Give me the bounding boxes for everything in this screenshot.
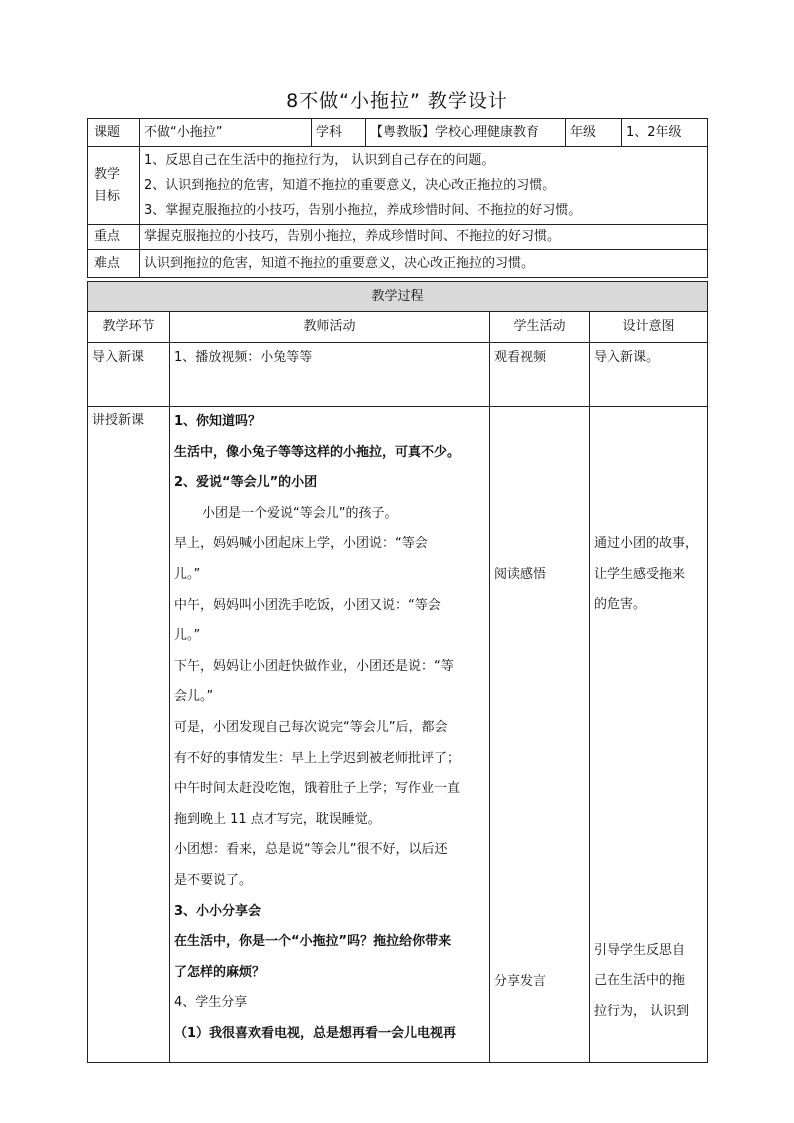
lecture-line: 中午，妈妈叫小团洗手吃饭，小团又说：“等会 — [174, 597, 441, 613]
lecture-line: 小团是一个爱说“等会儿”的孩子。 — [202, 505, 398, 521]
lecture-intent — [590, 407, 708, 1063]
intro-intent: 导入新课。 — [590, 343, 708, 407]
difficulty-label: 难点 — [88, 250, 140, 278]
lesson-info-table — [87, 118, 708, 278]
intro-student: 观看视频 — [490, 343, 590, 407]
intent-line: 通过小团的故事， — [594, 536, 699, 551]
objective-item: 1、反思自己在生活中的拖拉行为， 认识到自己存在的问题。 — [144, 153, 495, 168]
intro-stage: 导入新课 — [88, 343, 170, 407]
lecture-line: 1、你知道吗？ — [174, 414, 262, 429]
key-point-value: 掌握克服拖拉的小技巧，告别小拖拉，养成珍惜时间、不拖拉的好习惯。 — [140, 225, 708, 250]
subject-value: 【粤教版】学校心理健康教育 — [366, 119, 566, 147]
lecture-line: 早上，妈妈喊小团起床上学，小团说：“等会 — [174, 536, 428, 552]
column-header-stage: 教学环节 — [88, 312, 170, 343]
intro-teacher: 1、播放视频：小兔等等 — [170, 343, 490, 407]
lecture-line: 生活中，像小兔子等等这样的小拖拉，可真不少。 — [174, 444, 461, 460]
student-activity-reading: 阅读感悟 — [494, 567, 547, 582]
column-header-teacher: 教师活动 — [170, 312, 490, 343]
lecture-line: 3、小小分享会 — [174, 903, 262, 919]
objectives-list — [140, 147, 708, 225]
lecture-line: 了怎样的麻烦？ — [174, 964, 266, 980]
lecture-line: 儿。” — [174, 566, 201, 582]
lecture-line: （1）我很喜欢看电视，总是想再看一会儿电视再 — [174, 1025, 457, 1041]
lecture-line: 4、学生分享 — [174, 995, 248, 1011]
objectives-label-line: 教学 — [94, 166, 121, 182]
intent-line: 己在生活中的拖 — [594, 973, 686, 989]
lecture-line: 2、爱说“等会儿”的小团 — [174, 475, 318, 491]
topic-label: 课题 — [88, 119, 140, 147]
intent-line: 的危害。 — [594, 597, 647, 613]
teaching-process-table — [87, 281, 708, 1063]
lecture-line: 拖到晚上 11 点才写完，耽误睡觉。 — [174, 811, 381, 827]
lecture-teacher — [170, 407, 490, 1063]
lecture-line: 中午时间太赶没吃饱，饿着肚子上学；写作业一直 — [174, 781, 461, 797]
intent-line: 拉行为， 认识到 — [594, 1003, 690, 1019]
key-point-label: 重点 — [88, 225, 140, 250]
intent-line: 引导学生反思自 — [594, 942, 686, 958]
lecture-line: 会儿。” — [174, 689, 214, 705]
lecture-line: 儿。” — [174, 628, 201, 644]
lecture-stage: 讲授新课 — [88, 407, 170, 1063]
objective-item: 3、掌握克服拖拉的小技巧，告别小拖拉，养成珍惜时间、不拖拉的好习惯。 — [144, 203, 582, 218]
lecture-line: 在生活中，你是一个“小拖拉”吗？拖拉给你带来 — [174, 934, 452, 950]
objectives-label-line: 目标 — [94, 188, 121, 204]
lecture-line: 可是，小团发现自己每次说完“等会儿”后，都会 — [174, 719, 448, 735]
column-header-intent: 设计意图 — [590, 312, 708, 343]
objectives-label — [88, 147, 140, 225]
student-activity-sharing: 分享发言 — [494, 973, 547, 989]
objective-item: 2、认识到拖拉的危害，知道不拖拉的重要意义，决心改正拖拉的习惯。 — [144, 178, 556, 193]
process-heading: 教学过程 — [88, 282, 708, 312]
lecture-line: 是不要说了。 — [174, 872, 253, 888]
grade-value: 1、2年级 — [622, 119, 708, 147]
lecture-line: 有不好的事情发生：早上上学迟到被老师批评了； — [174, 750, 461, 766]
lecture-line: 小团想：看来，总是说“等会儿”很不好，以后还 — [174, 842, 448, 858]
page-title: 8不做“小拖拉” 教学设计 — [286, 90, 508, 112]
lecture-student — [490, 407, 590, 1063]
intent-line: 让学生感受拖来 — [594, 566, 686, 582]
subject-label: 学科 — [312, 119, 366, 147]
difficulty-value: 认识到拖拉的危害，知道不拖拉的重要意义，决心改正拖拉的习惯。 — [140, 250, 708, 278]
lecture-line: 下午，妈妈让小团赶快做作业，小团还是说：“等 — [174, 658, 454, 674]
topic-value: 不做“小拖拉” — [140, 119, 312, 147]
grade-label: 年级 — [566, 119, 622, 147]
column-header-student: 学生活动 — [490, 312, 590, 343]
